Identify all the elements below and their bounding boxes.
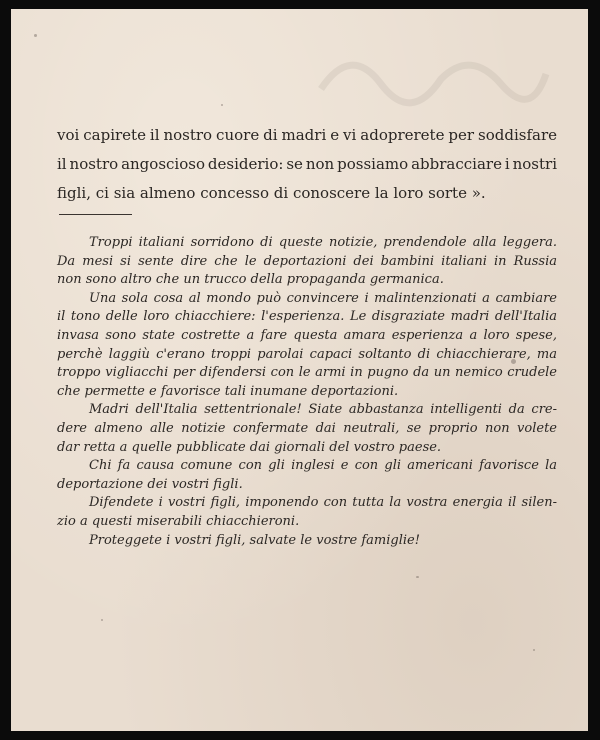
text-line: il tono delle loro chiacchiere: l'esperienza. Le disgraziate madri dell'Italia [57,309,557,325]
paper-speck [101,619,103,621]
section-divider [59,214,132,215]
intro-text [57,121,557,208]
text-line: deportazione dei vostri figli. [57,476,243,492]
text-line: zio a questi miserabili chiacchieroni. [57,513,300,529]
intro-line: figli, ci sia almeno concesso di conoscere la loro sorte ». [57,184,486,202]
text-line: Difendete i vostri figli, imponendo con tutta la vostra energia il silen- [89,495,557,511]
show-through-mark [311,39,551,109]
text-line: Una sola cosa al mondo può convincere i malintenzionati a cambiare [89,290,557,306]
text-line: Proteggete i vostri figli, salvate le vostre famiglie! [89,532,420,548]
paragraph-3 [57,401,557,457]
paragraph-2 [57,290,557,402]
paper-speck [511,359,516,364]
paper-speck [533,649,535,651]
paragraph-6 [57,532,557,551]
body-text [57,234,557,550]
intro-line: il nostro angoscioso desiderio: se non possiamo abbracciare i nostri [57,155,557,173]
text-line: Chi fa causa comune con gli inglesi e con gli americani favorisce la [89,458,557,474]
text-line: che permette e favorisce tali inumane deportazioni. [57,383,399,399]
paper-speck [34,34,37,37]
paper-speck [416,576,419,578]
text-line: troppo vigliacchi per difendersi con le armi in pugno da un nemico crudele [57,365,557,381]
text-line: Troppi italiani sorridono di queste notizie, prendendole alla leggera. [89,235,557,250]
document-page [11,9,588,731]
text-line: invasa sono state costrette a fare questa amara esperienza a loro spese, [57,327,557,343]
text-line: dere almeno alle notizie confermate dai neutrali, se proprio non volete [57,420,557,436]
text-line: perchè laggiù c'erano troppi parolai capaci soltanto di chiacchierare, ma [57,346,557,362]
paragraph-4 [57,457,557,494]
paper-speck [221,104,223,106]
paragraph-1 [57,234,557,290]
text-line: dar retta a quelle pubblicate dai giornali del vostro paese. [57,439,442,455]
text-line: non sono altro che un trucco della propaganda germanica. [57,272,444,288]
intro-line: voi capirete il nostro cuore di madri e vi adoprerete per soddisfare [57,126,557,144]
paragraph-5 [57,494,557,531]
text-line: Da mesi si sente dire che le deportazioni dei bambini italiani in Russia [57,253,557,269]
intro-paragraph [57,121,557,208]
text-line: Madri dell'Italia settentrionale! Siate abbastanza intelligenti da cre- [89,402,557,418]
